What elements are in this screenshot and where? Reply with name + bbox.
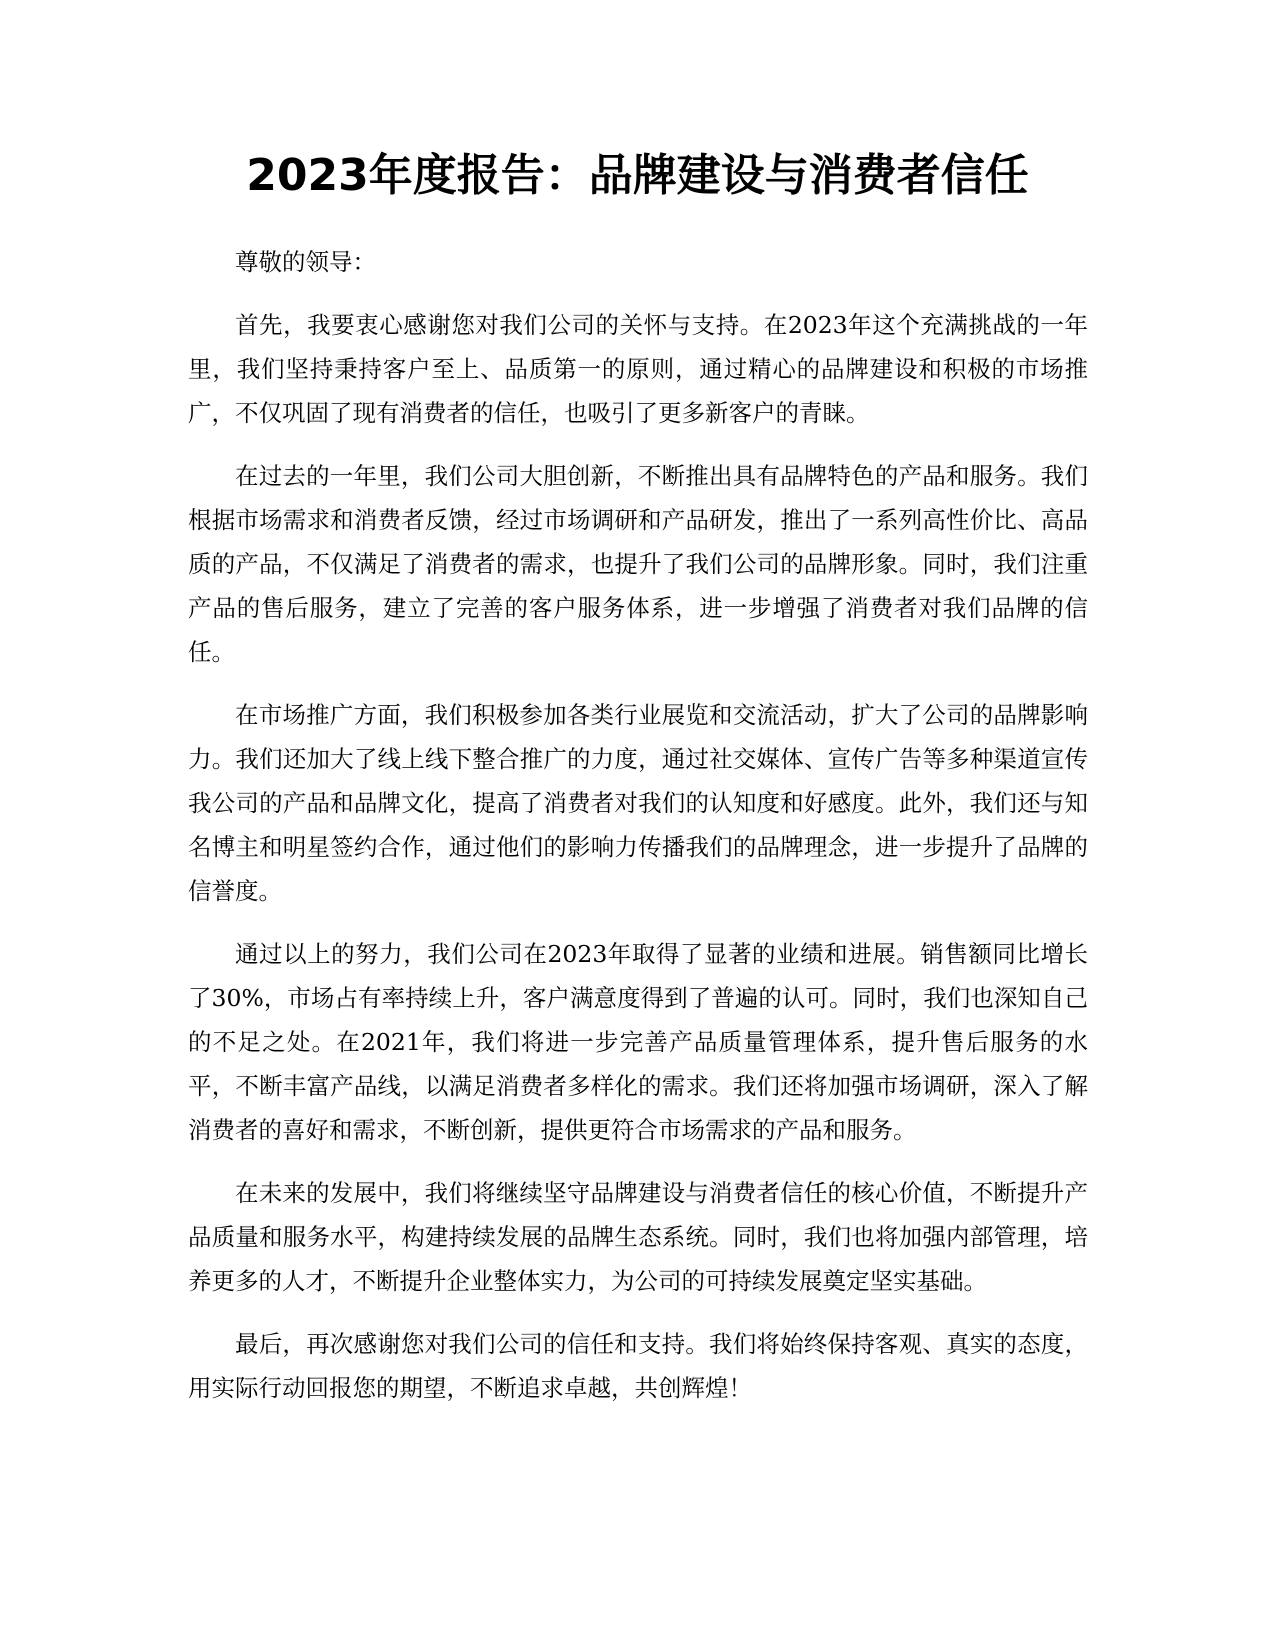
paragraph-5: 在未来的发展中，我们将继续坚守品牌建设与消费者信任的核心价值，不断提升产品质量和服务水平，构建持续发展的品牌生态系统。同时，我们也将加强内部管理，培养更多的人才，不断提升企业整体实力，为公司的可持续发展奠定坚实基础。 <box>188 1179 1088 1295</box>
paragraph-1: 首先，我要衷心感谢您对我们公司的关怀与支持。在2023年这个充满挑战的一年里，我们坚持秉持客户至上、品质第一的原则，通过精心的品牌建设和积极的市场推广，不仅巩固了现有消费者的信任，也吸引了更多新客户的青睐。 <box>188 311 1088 427</box>
document-body <box>188 240 1088 1429</box>
paragraph-2: 在过去的一年里，我们公司大胆创新，不断推出具有品牌特色的产品和服务。我们根据市场需求和消费者反馈，经过市场调研和产品研发，推出了一系列高性价比、高品质的产品，不仅满足了消费者的需求，也提升了我们公司的品牌形象。同时，我们注重产品的售后服务，建立了完善的客户服务体系，进一步增强了消费者对我们品牌的信任。 <box>188 462 1088 666</box>
document-title: 2023年度报告：品牌建设与消费者信任 <box>246 150 1029 201</box>
greeting: 尊敬的领导： <box>235 248 376 276</box>
paragraph-6: 最后，再次感谢您对我们公司的信任和支持。我们将始终保持客观、真实的态度，用实际行动回报您的期望，不断追求卓越，共创辉煌！ <box>188 1330 1088 1402</box>
paragraph-4: 通过以上的努力，我们公司在2023年取得了显著的业绩和进展。销售额同比增长了30%，市场占有率持续上升，客户满意度得到了普遍的认可。同时，我们也深知自己的不足之处。在2021年，我们将进一步完善产品质量管理体系，提升售后服务的水平，不断丰富产品线，以满足消费者多样化的需求。我们还将加强市场调研，深入了解消费者的喜好和需求，不断创新，提供更符合市场需求的产品和服务。 <box>188 940 1088 1144</box>
paragraph-3: 在市场推广方面，我们积极参加各类行业展览和交流活动，扩大了公司的品牌影响力。我们还加大了线上线下整合推广的力度，通过社交媒体、宣传广告等多种渠道宣传我公司的产品和品牌文化，提高了消费者对我们的认知度和好感度。此外，我们还与知名博主和明星签约合作，通过他们的影响力传播我们的品牌理念，进一步提升了品牌的信誉度。 <box>188 701 1088 905</box>
